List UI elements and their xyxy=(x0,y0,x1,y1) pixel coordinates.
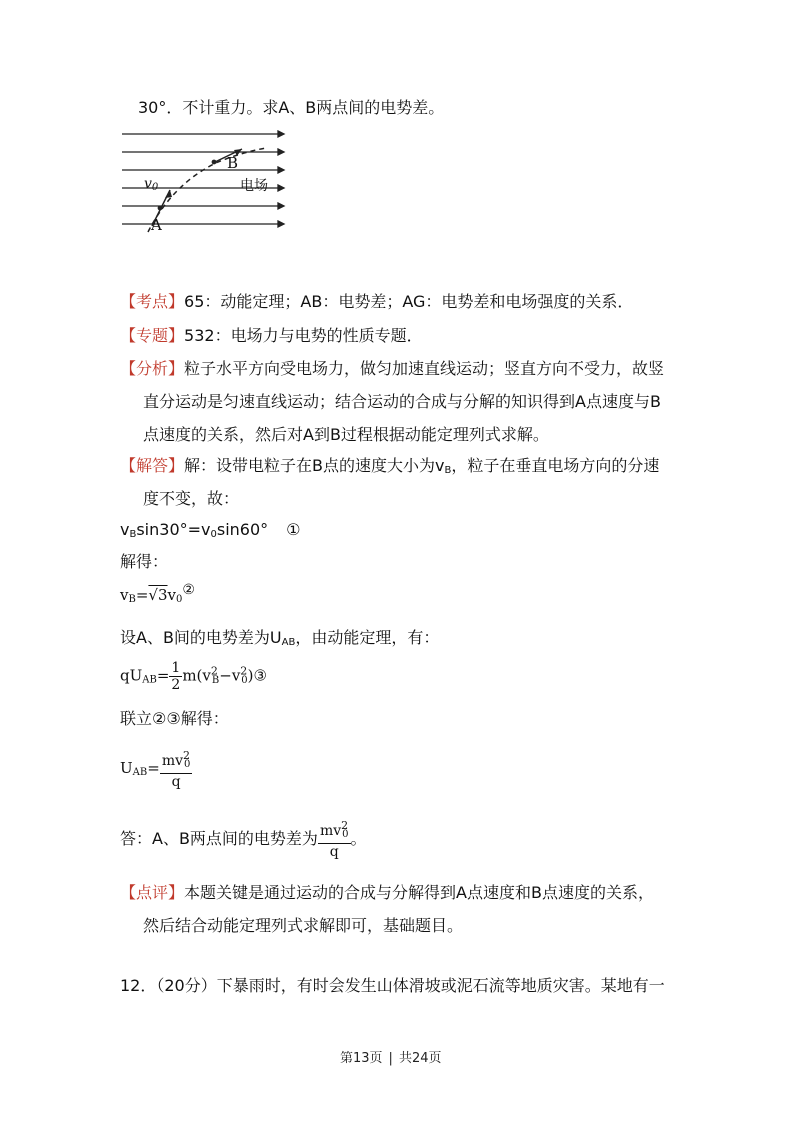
jiede-label: 解得： xyxy=(120,552,169,571)
point-b-label: B xyxy=(227,154,239,172)
question-12: 12．（20分）下暴雨时，有时会发生山体滑坡或泥石流等地质灾害。某地有一 xyxy=(120,976,665,995)
equation-1: $v_B\sin 30^\circ=v_0\sin 60^\circ$ ① xyxy=(120,520,301,540)
equation-3: $qU_{AB}=$ $\frac{1}{2}$ $m(v^2_B-v^2_0)③$ xyxy=(120,660,267,693)
equation-4: $U_{AB}=$ $\frac{mv^2_0}{q}$ xyxy=(120,749,191,790)
v0-label: $v_0$ xyxy=(144,176,159,193)
point-a-label: A xyxy=(151,216,162,234)
dianping-line1: 【点评】本题关键是通过运动的合成与分解得到A点速度和B点速度的关系， xyxy=(120,883,654,902)
zhuanti-line: 【专题】532：电场力与电势的性质专题． xyxy=(120,326,423,345)
uab-line: 设A、B间的电势差为$U_{AB}$，由动能定理，有： xyxy=(120,628,440,648)
kaodian-line: 【考点】65：动能定理；AB：电势差；AG：电势差和电场强度的关系． xyxy=(120,292,634,311)
page-number: 第13页 xyxy=(340,1051,383,1066)
fenxi-line2: 直分运动是匀速直线运动；结合运动的合成与分解的知识得到A点速度与B xyxy=(143,392,661,411)
answer-line: 答：A、B两点间的电势差为 $\frac{mv^2_0}{q}$ 。 xyxy=(120,819,367,860)
dianping-line2: 然后结合动能定理列式求解即可，基础题目。 xyxy=(143,916,464,935)
electric-field-figure xyxy=(118,128,288,240)
kaodian-tag: 考点 xyxy=(136,292,169,311)
lianli-label: 联立②③解得： xyxy=(120,709,229,728)
jieda-tag: 解答 xyxy=(136,456,169,475)
fenxi-line1: 【分析】粒子水平方向受电场力，做匀加速直线运动；竖直方向不受力，故竖 xyxy=(120,359,665,378)
page-footer: 第13页 | 共24页 xyxy=(340,1051,442,1066)
fenxi-tag: 分析 xyxy=(136,359,169,378)
dianping-tag: 点评 xyxy=(136,883,169,902)
page-total: 共24页 xyxy=(398,1051,442,1066)
fenxi-line3: 点速度的关系，然后对A到B过程根据动能定理列式求解。 xyxy=(143,425,549,444)
jieda-line2: 度不变，故： xyxy=(143,489,240,508)
equation-2: $v_B=√3v_0^②$ xyxy=(120,582,195,605)
zhuanti-tag: 专题 xyxy=(136,326,169,345)
jieda-line1: 【解答】解：设带电粒子在B点的速度大小为$v_B$，粒子在垂直电场方向的分速 xyxy=(120,456,660,476)
field-label: 电场 xyxy=(240,178,268,194)
question-fragment: 30°．不计重力。求A、B两点间的电势差。 xyxy=(138,98,445,117)
